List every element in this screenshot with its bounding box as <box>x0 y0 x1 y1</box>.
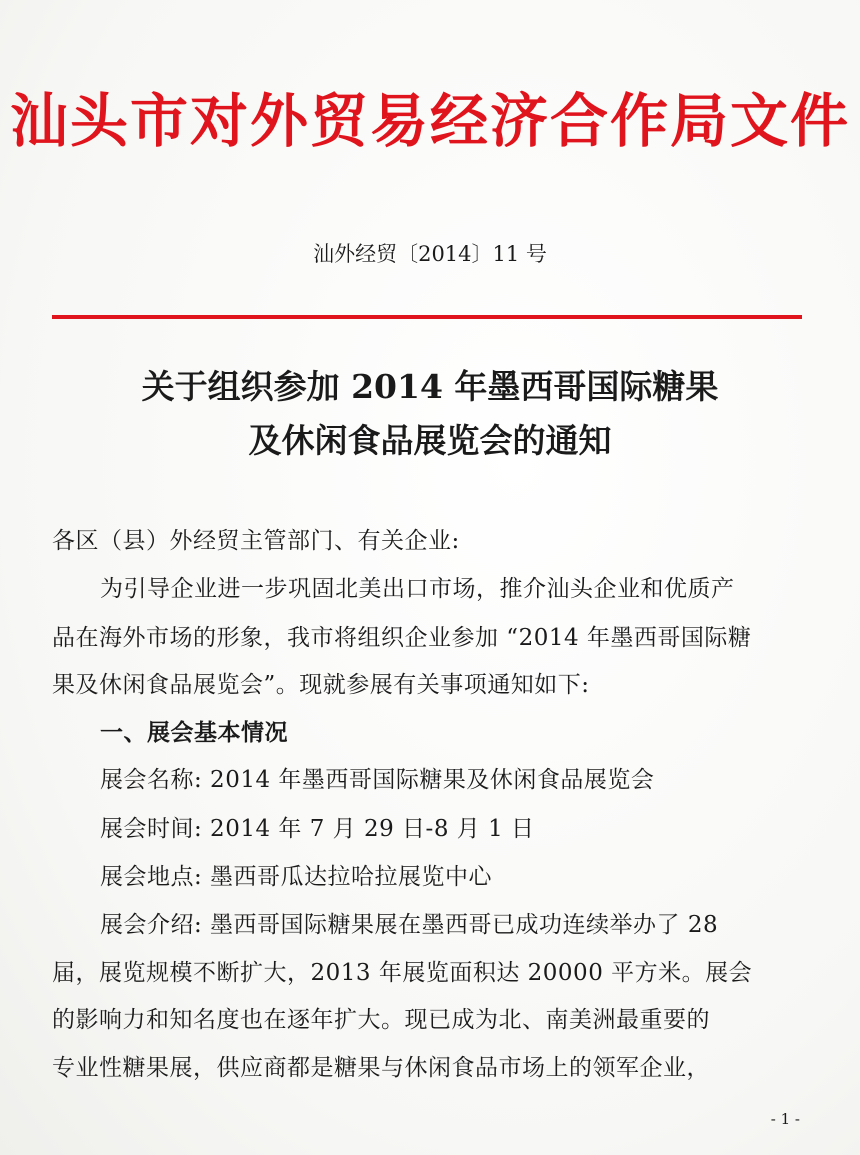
paragraph-line: 届，展览规模不断扩大，2013 年展览面积达 20000 平方米。展会 <box>52 960 753 986</box>
paragraph-line: 为引导企业进一步巩固北美出口市场，推介汕头企业和优质产 <box>100 576 735 602</box>
paragraph-line: 的影响力和知名度也在逐年扩大。现已成为北、南美洲最重要的 <box>52 1007 710 1033</box>
section-heading: 一、展会基本情况 <box>100 719 288 746</box>
exhibition-intro-line: 展会介绍: 墨西哥国际糖果展在墨西哥已成功连续举办了 28 <box>100 912 719 938</box>
salutation: 各区（县）外经贸主管部门、有关企业: <box>52 528 460 554</box>
exhibition-name-line: 展会名称: 2014 年墨西哥国际糖果及休闲食品展览会 <box>100 767 655 793</box>
notice-title-line-1: 关于组织参加 2014 年墨西哥国际糖果 <box>141 367 719 406</box>
issuer-title: 汕头市对外贸易经济合作局文件 <box>9 87 850 155</box>
paragraph-line: 果及休闲食品展览会”。现就参展有关事项通知如下: <box>52 672 590 698</box>
paragraph-line: 专业性糖果展，供应商都是糖果与休闲食品市场上的领军企业， <box>52 1055 710 1081</box>
page-number: - 1 - <box>770 1110 800 1128</box>
exhibition-venue-line: 展会地点: 墨西哥瓜达拉哈拉展览中心 <box>100 864 493 890</box>
notice-title-line-2: 及休闲食品展览会的通知 <box>248 421 612 460</box>
exhibition-date-line: 展会时间: 2014 年 7 月 29 日-8 月 1 日 <box>100 816 535 842</box>
red-divider-rule <box>52 315 802 319</box>
document-number: 汕外经贸〔2014〕11 号 <box>313 242 547 266</box>
paragraph-line: 品在海外市场的形象，我市将组织企业参加 “2014 年墨西哥国际糖 <box>52 625 752 651</box>
